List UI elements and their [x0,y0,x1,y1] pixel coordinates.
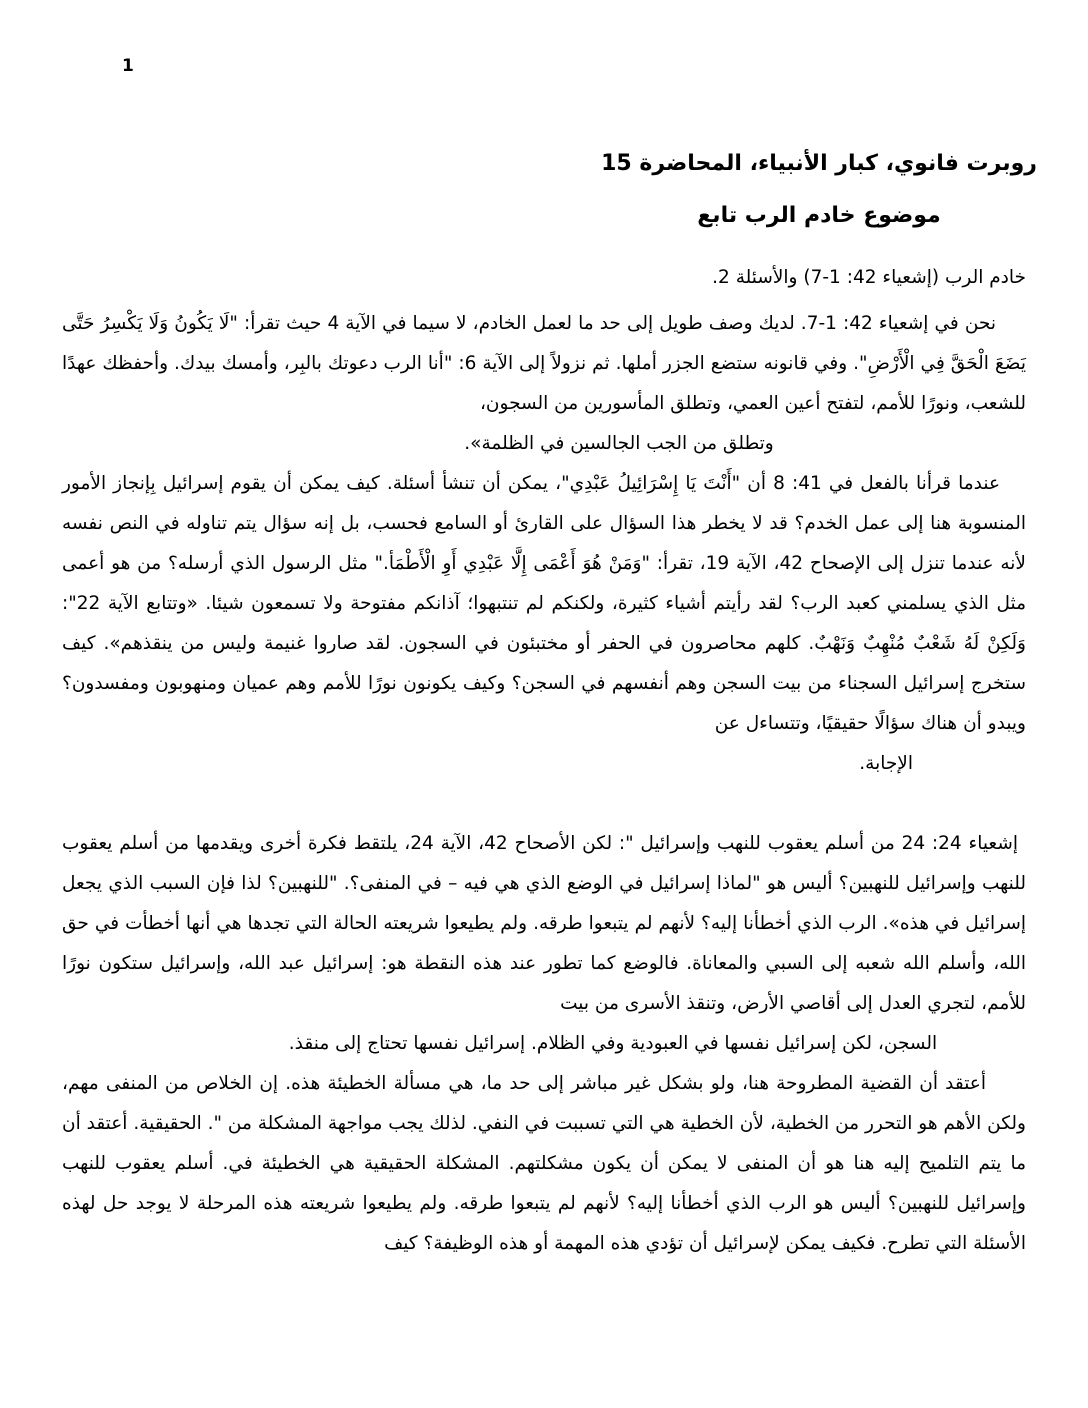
paragraph-text: عندما قرأنا بالفعل في 41: 8 أن "أَنْتَ يَا إِسْرَائِيلُ عَبْدِي"، يمكن أن تنشأ أسئلة. كيف يمكن أن يقوم إسرائيل بِإنجاز الأمور المنسوبة هنا إلى عمل الخدم؟ قد لا يخطر هذا السؤال على القارئ أو السامع فحسب، بل إنه سؤال يتم تناوله في النص نفسه لأنه عندما تنزل إلى الإصحاح 42، الآية 19، تقرأ: "وَمَنْ هُوَ أَعْمَى إِلَّا عَبْدِي أَوِ الْأَطْمَأ." مثل الرسول الذي أرسله؟ من هو أعمى مثل الذي يسلمني كعبد الرب؟ لقد رأيتم أشياء كثيرة، ولكنكم لم تنتبهوا؛ آذانكم مفتوحة ولا تسمعون شيئا. «وتتابع الآية 22": وَلَكِنْ لَهُ شَعْبٌ مُنْهِبٌ وَنَهْبٌ. كلهم محاصرون في الحفر أو مختبئون في السجون. لقد صاروا غنيمة وليس من ينقذهم». كيف ستخرج إسرائيل السجناء من بيت السجن وهم أنفسهم في السجن؟ وكيف يكونون نورًا للأمم وهم عميان ومنهوبون ومفسدون؟ ويبدو أن هناك سؤالًا حقيقيًا، وتتساءل عن [62,473,1026,734]
document-title [584,138,1054,242]
paragraph [62,1064,1026,1264]
paragraph-tail-line: السجن، لكن إسرائيل نفسها في العبودية وفي الظلام. إسرائيل نفسها تحتاج إلى منقذ. [288,1033,938,1054]
paragraph-tail-line: الإجابة. [859,753,913,774]
paragraph [62,464,1026,784]
paragraph-text: أعتقد أن القضية المطروحة هنا، ولو بشكل غير مباشر إلى حد ما، هي مسألة الخطيئة هذه. إن الخلاص من المنفى مهم، ولكن الأهم هو التحرر من الخطية، لأن الخطية هي التي تسببت في النفي. لذلك يجب مواجهة المشكلة من ". الحقيقية. أعتقد أن ما يتم التلميح إليه هنا هو أن المنفى لا يمكن أن يكون مشكلتهم. المشكلة الحقيقية هي الخطيئة في. أسلم يعقوب للنهب وإسرائيل للنهبين؟ أليس هو الرب الذي أخطأنا إليه؟ لأنهم لم يتبعوا طرقه. ولم يطيعوا شريعته هذه المرحلة لا يوجد حل لهذه الأسئلة التي تطرح. فكيف يمكن لإسرائيل أن تؤدي هذه المهمة أو هذه الوظيفة؟ كيف [62,1073,1026,1254]
section-heading: خادم الرب (إشعياء 42: 1-7) والأسئلة 2. [712,267,1026,288]
document-body [62,258,1026,1264]
page-number: 1 [122,56,134,76]
title-line: موضوع خادم الرب تابع [697,203,941,228]
paragraph [62,304,1026,464]
paragraph [62,824,1026,1064]
title-line: روبرت فانوي، كبار الأنبياء، المحاضرة 15 [601,151,1037,176]
paragraph-text: نحن في إشعياء 42: 1-7. لديك وصف طويل إلى حد ما لعمل الخادم، لا سيما في الآية 4 حيث تقرأ: "لَا يَكُونُ وَلَا يَكْسِرُ حَتَّى يَضَعَ الْحَقَّ فِي الْأَرْضِ". وفي قانونه ستضع الجزر أملها. ثم نزولاً إلى الآية 6: "أنا الرب دعوتك بالبِر، وأمسك بيدك. وأحفظك عهدًا للشعب، ونورًا للأمم، لتفتح أعين العمي، وتطلق المأسورين من السجون، [62,313,1026,414]
paragraph-tail-line: وتطلق من الجب الجالسين في الظلمة». [464,433,774,454]
paragraph-text: إشعياء 24: 24 من أسلم يعقوب للنهب وإسرائيل ": لكن الأصحاح 42، الآية 24، يلتقط فكرة أخرى ويقدمها من أسلم يعقوب للنهب وإسرائيل للنهبين؟ أليس هو "لماذا إسرائيل في الوضع الذي هي فيه – في المنفى؟. "للنهبين؟ لذا فإن السبب الذي يجعل إسرائيل في هذه». الرب الذي أخطأنا إليه؟ لأنهم لم يتبعوا طرقه. ولم يطيعوا شريعته الحالة التي تجدها هي أنها أخطأت في حق الله، وأسلم الله شعبه إلى السبي والمعاناة. فالوضع كما تطور عند هذه النقطة هو: إسرائيل عبد الله، وإسرائيل ستكون نورًا للأمم، لتجري العدل إلى أقاصي الأرض، وتنقذ الأسرى من بيت [62,833,1026,1014]
